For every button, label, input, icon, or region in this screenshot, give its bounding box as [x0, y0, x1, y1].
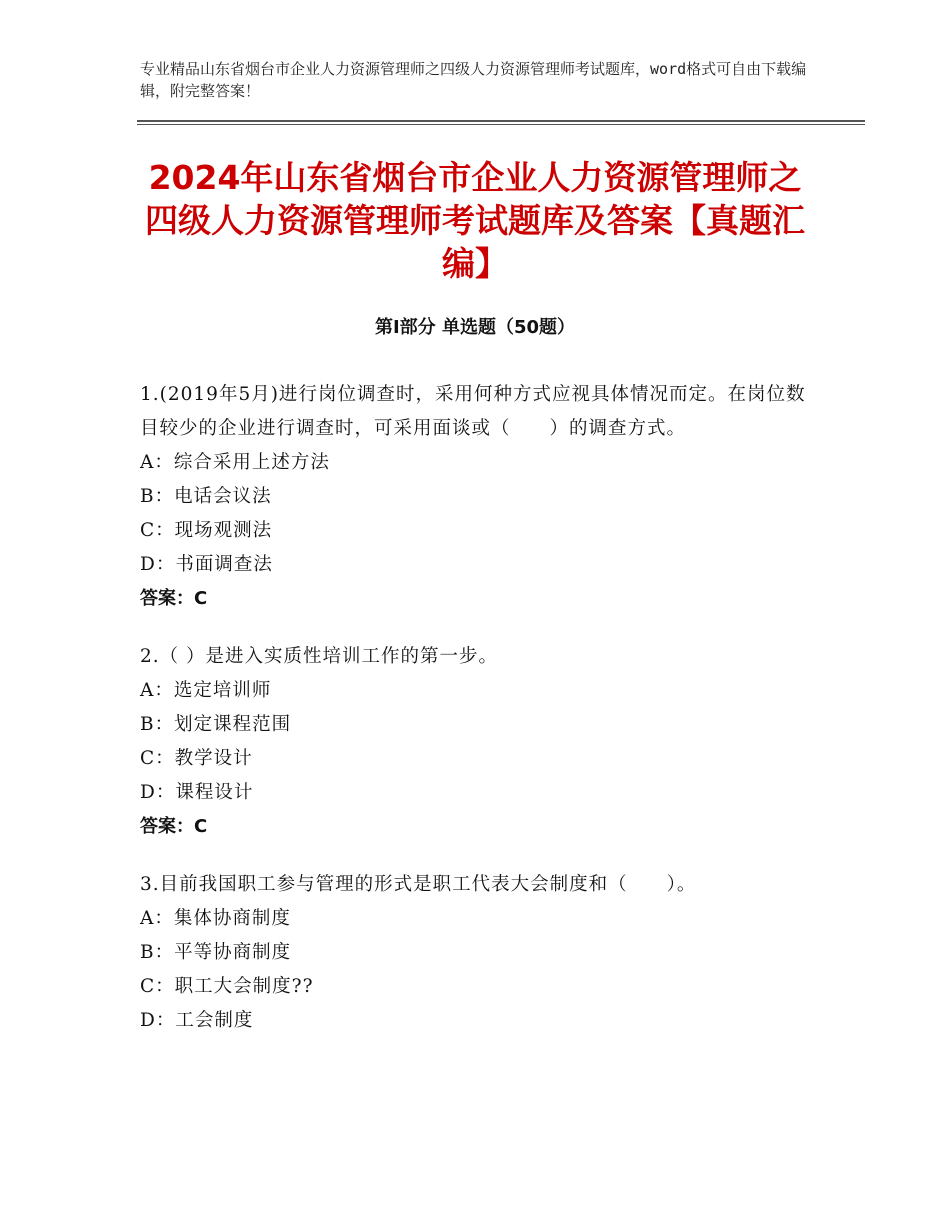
option-c: C：职工大会制度??: [140, 976, 314, 997]
question-list: [140, 378, 820, 1062]
option-a: A：选定培训师: [140, 680, 272, 701]
option-d: D：书面调查法: [140, 554, 273, 575]
option-d: D：工会制度: [140, 1010, 254, 1031]
document-title: 2024年山东省烟台市企业人力资源管理师之四级人力资源管理师考试题库及答案【真题汇编】: [145, 158, 805, 283]
question-3: [140, 868, 820, 1038]
option-c: C：现场观测法: [140, 520, 273, 541]
question-stem: 1.(2019年5月)进行岗位调查时，采用何种方式应视具体情况而定。在岗位数目较少的企业进行调查时，可采用面谈或（ ）的调查方式。: [140, 384, 806, 439]
header-divider: [137, 120, 865, 125]
header-note: 专业精品山东省烟台市企业人力资源管理师之四级人力资源管理师考试题库，word格式可自由下载编辑，附完整答案！: [140, 60, 807, 100]
option-a: A：综合采用上述方法: [140, 452, 330, 473]
answer: 答案：C: [140, 816, 208, 837]
option-b: B：电话会议法: [140, 486, 272, 507]
question-stem: 2.（ ）是进入实质性培训工作的第一步。: [140, 646, 499, 667]
option-b: B：划定课程范围: [140, 714, 292, 735]
option-c: C：教学设计: [140, 748, 253, 769]
answer: 答案：C: [140, 588, 208, 609]
option-d: D：课程设计: [140, 782, 254, 803]
option-b: B：平等协商制度: [140, 942, 292, 963]
question-2: [140, 640, 820, 844]
option-a: A：集体协商制度: [140, 908, 291, 929]
question-stem: 3.目前我国职工参与管理的形式是职工代表大会制度和（ ）。: [140, 874, 697, 895]
question-1: [140, 378, 820, 616]
section-title: 第Ⅰ部分 单选题（50题）: [374, 317, 575, 338]
